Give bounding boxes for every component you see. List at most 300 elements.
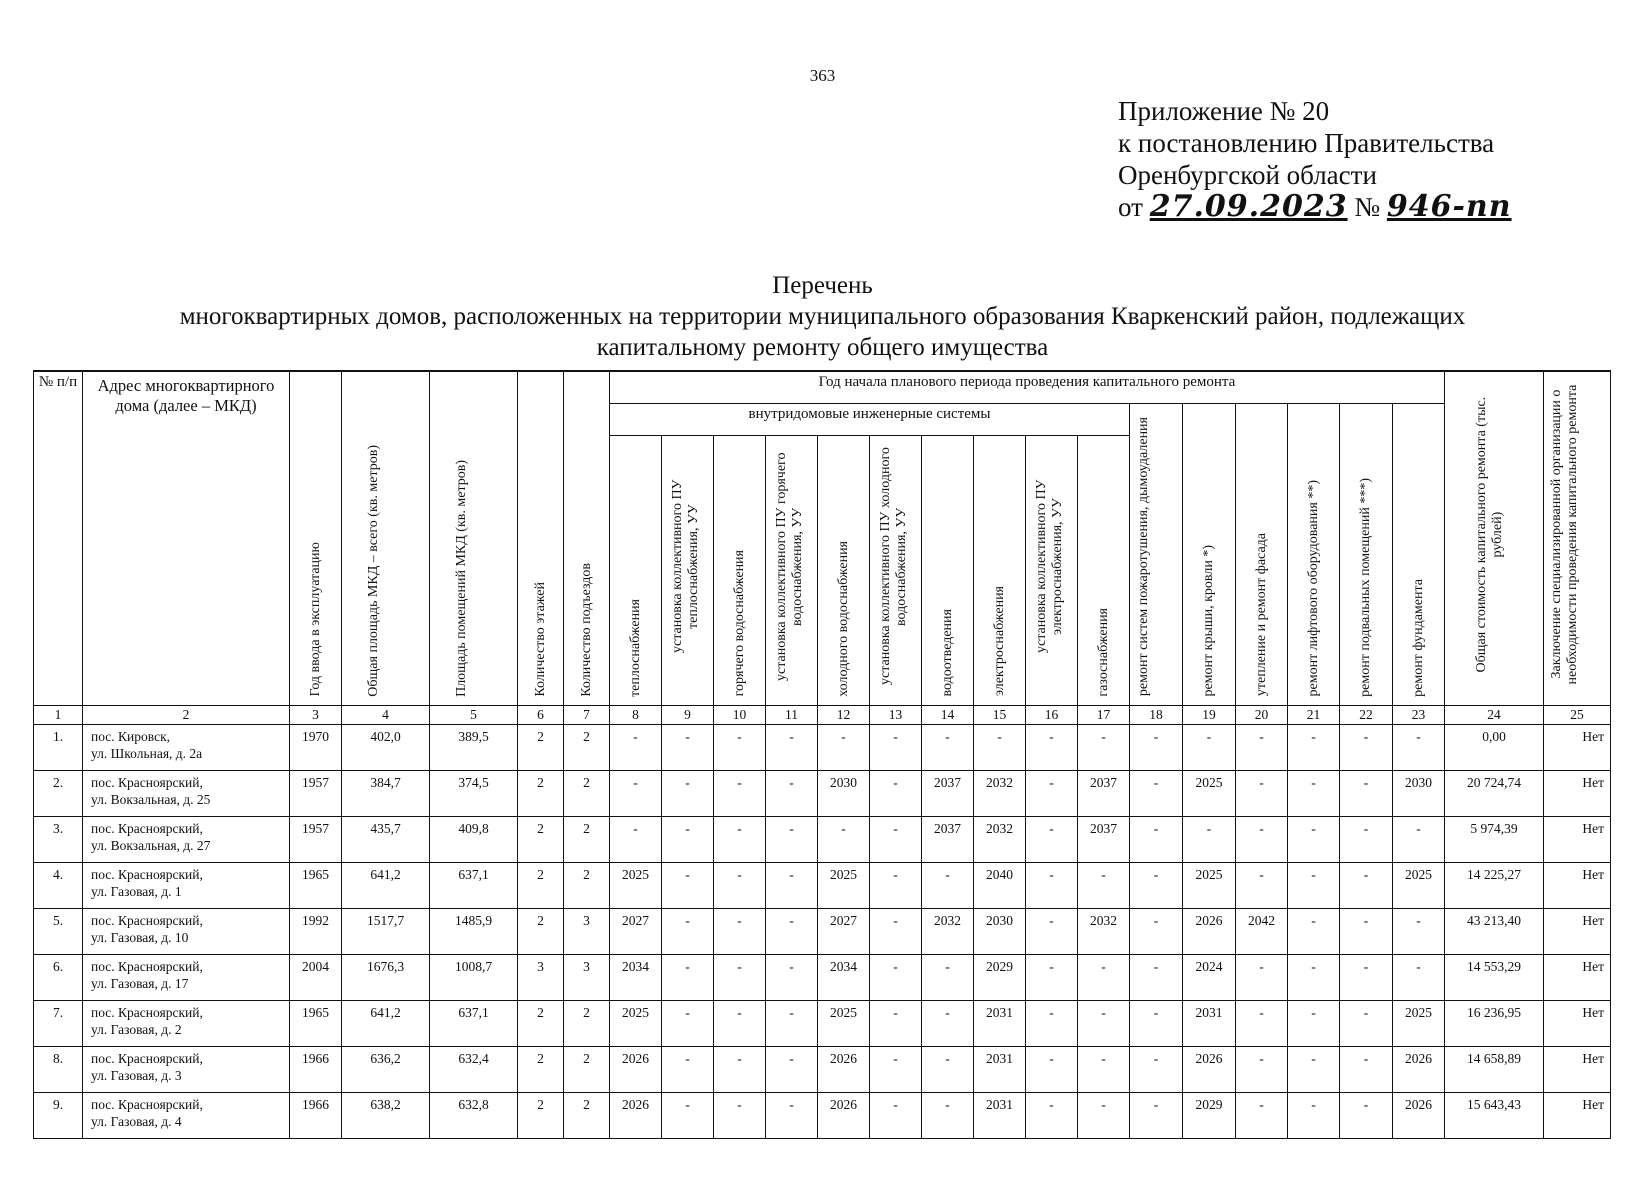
value-cell: 2	[518, 816, 564, 862]
value-cell: 2026	[1393, 1046, 1445, 1092]
header-floors-text: Количество этажей	[532, 581, 548, 697]
value-cell: -	[818, 816, 870, 862]
conclusion-cell: Нет	[1544, 724, 1611, 770]
value-cell: -	[1026, 1046, 1078, 1092]
value-cell: 2025	[818, 1000, 870, 1046]
address-settlement: пос. Красноярский,	[91, 1096, 203, 1112]
cost-cell: 5 974,39	[1445, 816, 1544, 862]
value-cell: -	[922, 724, 974, 770]
value-cell: -	[1393, 724, 1445, 770]
column-number: 3	[290, 705, 342, 724]
value-cell: -	[662, 862, 714, 908]
conclusion-cell: Нет	[1544, 1046, 1611, 1092]
value-cell: 2	[564, 1092, 610, 1138]
value-cell: -	[766, 1046, 818, 1092]
value-cell: 2037	[1078, 816, 1130, 862]
value-cell: 2032	[1078, 908, 1130, 954]
value-cell: -	[1340, 908, 1393, 954]
value-cell: -	[1236, 862, 1288, 908]
value-cell: -	[1078, 724, 1130, 770]
value-cell: 3	[564, 908, 610, 954]
document-title	[60, 270, 1585, 363]
cost-cell: 16 236,95	[1445, 1000, 1544, 1046]
address-cell	[83, 724, 290, 770]
value-cell: -	[1026, 724, 1078, 770]
value-cell: -	[662, 908, 714, 954]
address-street: ул. Газовая, д. 17	[91, 975, 189, 991]
address-settlement: пос. Красноярский,	[91, 1050, 203, 1066]
row-number-cell: 9.	[34, 1092, 83, 1138]
value-cell: -	[922, 1092, 974, 1138]
value-cell: 2026	[818, 1046, 870, 1092]
value-cell: 2	[518, 908, 564, 954]
column-number-row	[34, 705, 1611, 724]
value-cell: -	[1340, 1046, 1393, 1092]
header-c12-text: холодного водоснабжения	[835, 540, 851, 697]
value-cell: 2	[518, 1000, 564, 1046]
value-cell: 2	[518, 1046, 564, 1092]
value-cell: -	[870, 1000, 922, 1046]
header-c18	[1130, 403, 1183, 705]
value-cell: -	[1078, 954, 1130, 1000]
value-cell: -	[714, 954, 766, 1000]
header-area-rooms	[430, 371, 518, 705]
header-c15-text: электроснабжения	[991, 586, 1007, 697]
value-cell: 1965	[290, 862, 342, 908]
value-cell: 2030	[1393, 770, 1445, 816]
header-c21-text: ремонт лифтового оборудования **)	[1305, 480, 1321, 697]
value-cell: 1966	[290, 1046, 342, 1092]
column-number: 4	[342, 705, 430, 724]
value-cell: 2031	[1183, 1000, 1236, 1046]
value-cell: -	[610, 816, 662, 862]
value-cell: 2026	[1183, 1046, 1236, 1092]
header-area-rooms-text: Площадь помещений МКД (кв. метров)	[453, 459, 469, 697]
value-cell: 2025	[1393, 1000, 1445, 1046]
address-cell	[83, 816, 290, 862]
row-number-cell: 8.	[34, 1046, 83, 1092]
value-cell: -	[1393, 908, 1445, 954]
value-cell: -	[662, 1046, 714, 1092]
column-number: 17	[1078, 705, 1130, 724]
value-cell: -	[1130, 770, 1183, 816]
conclusion-cell: Нет	[1544, 1092, 1611, 1138]
value-cell: 1966	[290, 1092, 342, 1138]
header-cost	[1445, 371, 1544, 705]
value-cell: -	[1130, 908, 1183, 954]
column-number: 1	[34, 705, 83, 724]
column-number: 6	[518, 705, 564, 724]
row-number-cell: 3.	[34, 816, 83, 862]
value-cell: -	[1236, 1046, 1288, 1092]
value-cell: -	[1183, 724, 1236, 770]
value-cell: -	[1026, 770, 1078, 816]
address-street: ул. Газовая, д. 4	[91, 1113, 182, 1129]
value-cell: -	[1288, 724, 1340, 770]
address-settlement: пос. Красноярский,	[91, 1004, 203, 1020]
value-cell: -	[1340, 724, 1393, 770]
value-cell: -	[714, 724, 766, 770]
appendix-line-3: Оренбургской области	[1118, 160, 1377, 190]
conclusion-cell: Нет	[1544, 816, 1611, 862]
header-c20	[1236, 403, 1288, 705]
address-cell	[83, 954, 290, 1000]
value-cell: -	[870, 908, 922, 954]
column-number: 12	[818, 705, 870, 724]
header-c20-text: утепление и ремонт фасада	[1253, 533, 1269, 697]
header-c19	[1183, 403, 1236, 705]
value-cell: -	[766, 1000, 818, 1046]
value-cell: 2032	[974, 770, 1026, 816]
value-cell: 637,1	[430, 862, 518, 908]
cost-cell: 43 213,40	[1445, 908, 1544, 954]
value-cell: -	[1236, 816, 1288, 862]
value-cell: 374,5	[430, 770, 518, 816]
header-area-total	[342, 371, 430, 705]
row-number-cell: 6.	[34, 954, 83, 1000]
value-cell: 2029	[1183, 1092, 1236, 1138]
header-c22-text: ремонт подвальных помещений ***)	[1358, 477, 1373, 697]
value-cell: 2037	[1078, 770, 1130, 816]
value-cell: -	[610, 724, 662, 770]
value-cell: -	[870, 1092, 922, 1138]
address-settlement: пос. Кировск,	[91, 728, 171, 744]
value-cell: 2025	[1183, 770, 1236, 816]
address-cell	[83, 908, 290, 954]
cost-cell: 15 643,43	[1445, 1092, 1544, 1138]
appendix-line-4	[1118, 191, 1512, 223]
header-c11-text: установка коллективного ПУ горячего водоснабжения, УУ	[773, 451, 805, 681]
date-prefix: от	[1118, 192, 1143, 222]
value-cell: 389,5	[430, 724, 518, 770]
value-cell: -	[766, 770, 818, 816]
value-cell: 2034	[610, 954, 662, 1000]
table-row	[34, 1000, 1611, 1046]
handwritten-date: 27.09.2023	[1149, 189, 1348, 224]
repair-table	[33, 370, 1611, 1139]
table-row	[34, 724, 1611, 770]
column-number: 16	[1026, 705, 1078, 724]
value-cell: -	[714, 816, 766, 862]
address-cell	[83, 1092, 290, 1138]
value-cell: -	[1078, 1092, 1130, 1138]
value-cell: -	[662, 1000, 714, 1046]
address-street: ул. Газовая, д. 1	[91, 883, 182, 899]
column-number: 25	[1544, 705, 1611, 724]
value-cell: 1992	[290, 908, 342, 954]
value-cell: -	[1288, 816, 1340, 862]
appendix-line-2: к постановлению Правительства	[1118, 128, 1495, 158]
header-area-total-text: Общая площадь МКД – всего (кв. метров)	[365, 444, 381, 697]
value-cell: -	[1288, 1000, 1340, 1046]
cost-cell: 0,00	[1445, 724, 1544, 770]
value-cell: -	[1236, 1092, 1288, 1138]
value-cell: 2	[564, 1000, 610, 1046]
value-cell: -	[662, 724, 714, 770]
value-cell: 2025	[1393, 862, 1445, 908]
header-floors	[518, 371, 564, 705]
header-c13	[870, 435, 922, 705]
column-number: 23	[1393, 705, 1445, 724]
value-cell: -	[1130, 1046, 1183, 1092]
conclusion-cell: Нет	[1544, 908, 1611, 954]
column-number: 15	[974, 705, 1026, 724]
header-year	[290, 371, 342, 705]
value-cell: -	[818, 724, 870, 770]
value-cell: -	[714, 1046, 766, 1092]
table-row	[34, 1092, 1611, 1138]
value-cell: -	[1130, 724, 1183, 770]
value-cell: 2	[518, 724, 564, 770]
value-cell: 384,7	[342, 770, 430, 816]
value-cell: 3	[518, 954, 564, 1000]
value-cell: -	[1130, 954, 1183, 1000]
title-line-3: капитальному ремонту общего имущества	[596, 334, 1049, 361]
value-cell: -	[922, 1046, 974, 1092]
value-cell: 2034	[818, 954, 870, 1000]
value-cell: -	[714, 1092, 766, 1138]
header-c9	[662, 435, 714, 705]
value-cell: 1008,7	[430, 954, 518, 1000]
value-cell: -	[1236, 770, 1288, 816]
header-c10	[714, 435, 766, 705]
row-number-cell: 5.	[34, 908, 83, 954]
conclusion-cell: Нет	[1544, 954, 1611, 1000]
value-cell: 1957	[290, 770, 342, 816]
value-cell: -	[1236, 954, 1288, 1000]
address-street: ул. Газовая, д. 3	[91, 1067, 182, 1083]
column-number: 13	[870, 705, 922, 724]
value-cell: -	[1026, 816, 1078, 862]
table-row	[34, 770, 1611, 816]
value-cell: -	[662, 1092, 714, 1138]
value-cell: -	[1340, 1092, 1393, 1138]
value-cell: -	[1288, 954, 1340, 1000]
value-cell: -	[1236, 724, 1288, 770]
title-line-1: Перечень	[772, 272, 873, 299]
value-cell: -	[766, 862, 818, 908]
column-number: 10	[714, 705, 766, 724]
table-row	[34, 862, 1611, 908]
value-cell: -	[766, 908, 818, 954]
value-cell: -	[766, 724, 818, 770]
header-entrances-text: Количество подъездов	[578, 562, 594, 697]
table-body	[34, 724, 1611, 1138]
value-cell: 2	[518, 1092, 564, 1138]
value-cell: -	[662, 770, 714, 816]
conclusion-cell: Нет	[1544, 1000, 1611, 1046]
table-row	[34, 908, 1611, 954]
value-cell: -	[1288, 908, 1340, 954]
appendix-line-1: Приложение № 20	[1118, 96, 1330, 126]
header-c15	[974, 435, 1026, 705]
value-cell: 2	[518, 770, 564, 816]
header-systems: внутридомовые инженерные системы	[610, 403, 1130, 435]
header-c11	[766, 435, 818, 705]
column-number: 18	[1130, 705, 1183, 724]
address-street: ул. Газовая, д. 2	[91, 1021, 182, 1037]
value-cell: 2025	[610, 1000, 662, 1046]
address-cell	[83, 770, 290, 816]
value-cell: 402,0	[342, 724, 430, 770]
value-cell: -	[1078, 862, 1130, 908]
value-cell: 632,8	[430, 1092, 518, 1138]
value-cell: 2	[564, 724, 610, 770]
value-cell: 1485,9	[430, 908, 518, 954]
value-cell: -	[1078, 1046, 1130, 1092]
value-cell: -	[1130, 1000, 1183, 1046]
header-c17	[1078, 435, 1130, 705]
header-c23	[1393, 403, 1445, 705]
value-cell: -	[1340, 862, 1393, 908]
row-number-cell: 1.	[34, 724, 83, 770]
value-cell: -	[870, 724, 922, 770]
value-cell: 2	[564, 816, 610, 862]
value-cell: -	[870, 816, 922, 862]
table-row	[34, 954, 1611, 1000]
value-cell: 2031	[974, 1046, 1026, 1092]
title-line-2: многоквартирных домов, расположенных на территории муниципального образования Кваркенский район, подлежащих	[179, 303, 1466, 330]
header-c8-text: теплоснабжения	[627, 598, 643, 697]
value-cell: -	[1026, 1092, 1078, 1138]
value-cell: 2026	[1393, 1092, 1445, 1138]
row-number-cell: 7.	[34, 1000, 83, 1046]
value-cell: 641,2	[342, 1000, 430, 1046]
value-cell: 2026	[818, 1092, 870, 1138]
header-c23-text: ремонт фундамента	[1410, 578, 1426, 697]
column-number: 2	[83, 705, 290, 724]
value-cell: 637,1	[430, 1000, 518, 1046]
value-cell: -	[766, 954, 818, 1000]
value-cell: -	[1288, 862, 1340, 908]
header-c16	[1026, 435, 1078, 705]
column-number: 8	[610, 705, 662, 724]
value-cell: -	[766, 1092, 818, 1138]
value-cell: -	[714, 862, 766, 908]
value-cell: 2030	[818, 770, 870, 816]
table-row	[34, 816, 1611, 862]
value-cell: -	[870, 954, 922, 1000]
address-settlement: пос. Красноярский,	[91, 820, 203, 836]
header-c8	[610, 435, 662, 705]
value-cell: 2029	[974, 954, 1026, 1000]
cost-cell: 14 658,89	[1445, 1046, 1544, 1092]
value-cell: 638,2	[342, 1092, 430, 1138]
value-cell: -	[870, 1046, 922, 1092]
value-cell: 1517,7	[342, 908, 430, 954]
header-c14	[922, 435, 974, 705]
header-number: № п/п	[34, 371, 83, 705]
value-cell: -	[1288, 1046, 1340, 1092]
header-c18-text: ремонт систем пожаротушения, дымоудаления	[1136, 417, 1151, 697]
header-entrances	[564, 371, 610, 705]
row-number-cell: 2.	[34, 770, 83, 816]
value-cell: -	[610, 770, 662, 816]
value-cell: -	[1236, 1000, 1288, 1046]
value-cell: 2040	[974, 862, 1026, 908]
value-cell: 2	[564, 862, 610, 908]
value-cell: 2037	[922, 816, 974, 862]
value-cell: -	[1393, 954, 1445, 1000]
value-cell: 2032	[922, 908, 974, 954]
header-c22	[1340, 403, 1393, 705]
value-cell: 2026	[610, 1092, 662, 1138]
row-number-cell: 4.	[34, 862, 83, 908]
column-number: 7	[564, 705, 610, 724]
value-cell: -	[1288, 1092, 1340, 1138]
address-settlement: пос. Красноярский,	[91, 866, 203, 882]
value-cell: 2025	[610, 862, 662, 908]
value-cell: 435,7	[342, 816, 430, 862]
conclusion-cell: Нет	[1544, 770, 1611, 816]
value-cell: 3	[564, 954, 610, 1000]
value-cell: 2042	[1236, 908, 1288, 954]
address-cell	[83, 1046, 290, 1092]
header-cost-text: Общая стоимость капитального ремонта (тыс. рублей)	[1474, 396, 1505, 673]
value-cell: -	[1183, 816, 1236, 862]
value-cell: 2	[564, 770, 610, 816]
table-row	[34, 1046, 1611, 1092]
value-cell: 2037	[922, 770, 974, 816]
number-label: №	[1354, 192, 1381, 222]
value-cell: -	[870, 770, 922, 816]
cost-cell: 20 724,74	[1445, 770, 1544, 816]
header-c16-text: установка коллективного ПУ электроснабжения, УУ	[1033, 479, 1065, 653]
value-cell: -	[1078, 1000, 1130, 1046]
value-cell: 632,4	[430, 1046, 518, 1092]
value-cell: 1970	[290, 724, 342, 770]
header-conclusion-text: Заключение специализированной организации о необходимости проведения капитального ремонта	[1549, 384, 1580, 685]
handwritten-number: 946-пп	[1386, 189, 1512, 224]
address-cell	[83, 862, 290, 908]
value-cell: -	[1393, 816, 1445, 862]
value-cell: -	[922, 954, 974, 1000]
value-cell: -	[1130, 1092, 1183, 1138]
header-c19-text: ремонт крыши, кровли *)	[1201, 544, 1216, 697]
column-number: 9	[662, 705, 714, 724]
address-settlement: пос. Красноярский,	[91, 912, 203, 928]
page-number: 363	[809, 66, 836, 85]
column-number: 20	[1236, 705, 1288, 724]
value-cell: -	[1026, 862, 1078, 908]
value-cell: -	[1130, 862, 1183, 908]
value-cell: 1676,3	[342, 954, 430, 1000]
value-cell: 2	[518, 862, 564, 908]
value-cell: 636,2	[342, 1046, 430, 1092]
header-c21	[1288, 403, 1340, 705]
address-settlement: пос. Красноярский,	[91, 958, 203, 974]
value-cell: -	[714, 908, 766, 954]
value-cell: 2	[564, 1046, 610, 1092]
value-cell: -	[1288, 770, 1340, 816]
value-cell: 641,2	[342, 862, 430, 908]
value-cell: 2027	[610, 908, 662, 954]
column-number: 19	[1183, 705, 1236, 724]
value-cell: 2026	[1183, 908, 1236, 954]
column-number: 22	[1340, 705, 1393, 724]
value-cell: -	[922, 1000, 974, 1046]
value-cell: -	[1340, 816, 1393, 862]
conclusion-cell: Нет	[1544, 862, 1611, 908]
column-number: 24	[1445, 705, 1544, 724]
header-address: Адрес многоквартирного дома (далее – МКД)	[83, 371, 290, 705]
value-cell: 2031	[974, 1092, 1026, 1138]
header-c14-text: водоотведения	[939, 609, 955, 697]
value-cell: 2025	[1183, 862, 1236, 908]
value-cell: -	[974, 724, 1026, 770]
value-cell: -	[922, 862, 974, 908]
header-year-text: Год ввода в эксплуатацию	[307, 541, 323, 697]
